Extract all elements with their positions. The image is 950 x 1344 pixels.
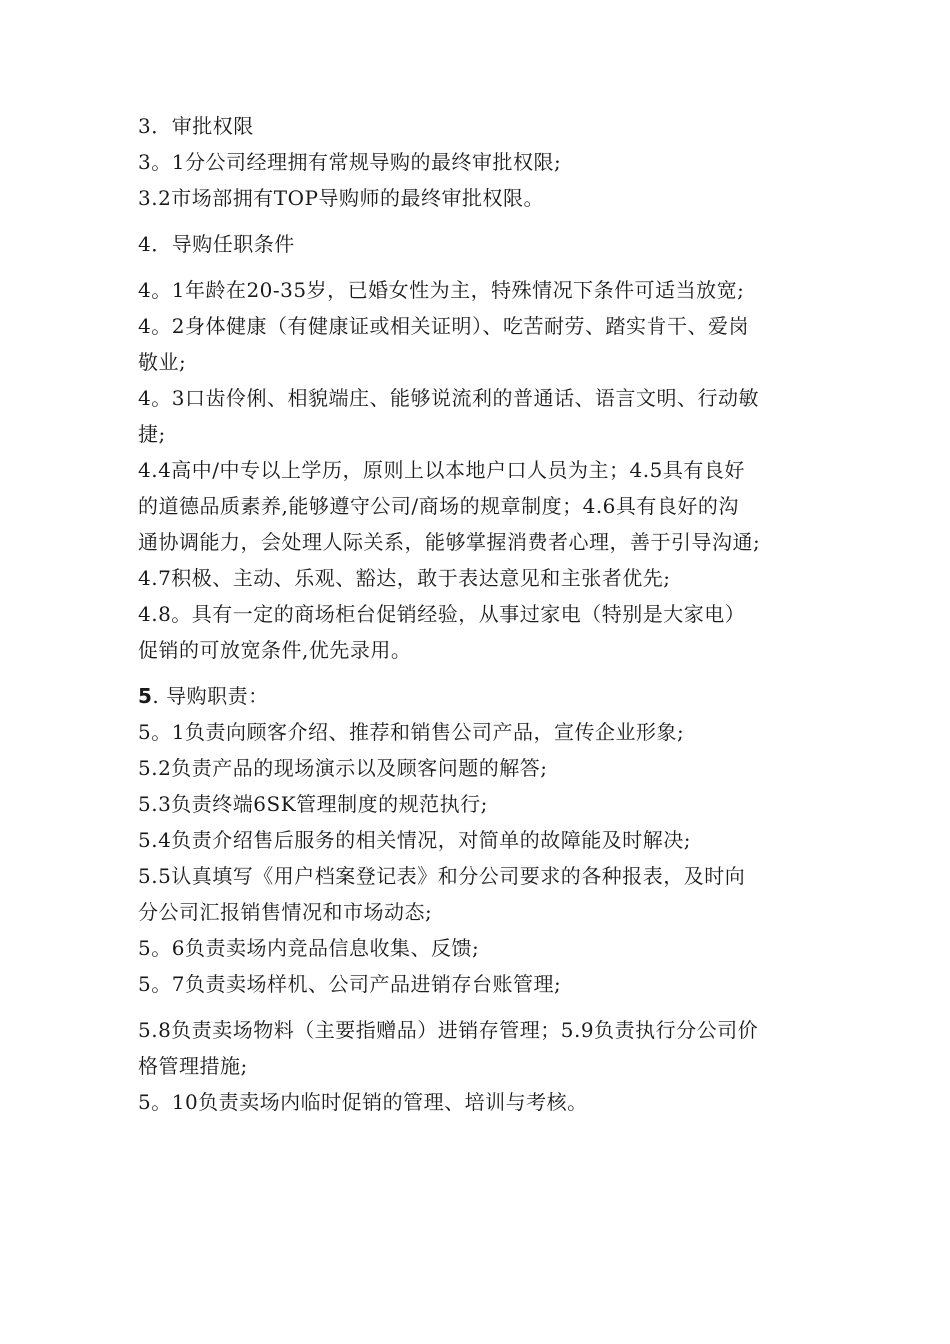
section-5-line: 格管理措施; [138,1054,248,1078]
section-5-heading [138,678,828,714]
section-4-line: 4.4高中/中专以上学历，原则上以本地户口人员为主；4.5具有良好 [138,458,745,482]
section-5-line: 分公司汇报销售情况和市场动态; [138,900,433,924]
section-4-line: 捷; [138,422,166,446]
section-5-heading-number: 5 [138,684,153,708]
section-5-line: 5。6负责卖场内竞品信息收集、反馈; [138,936,480,960]
section-3-heading: 3．审批权限 [138,114,254,138]
section-4-line: 4。1年龄在20-35岁，已婚女性为主，特殊情况下条件可适当放宽; [138,278,745,302]
section-4-line: 促销的可放宽条件,优先录用。 [138,638,412,662]
section-5-line: 5。1负责向顾客介绍、推荐和销售公司产品，宣传企业形象; [138,720,685,744]
section-4-line: 4。2身体健康（有健康证或相关证明）、吃苦耐劳、踏实肯干、爱岗 [138,314,749,338]
section-3-item: 3.2市场部拥有TOP导购师的最终审批权限。 [138,186,544,210]
document-page [138,108,828,1120]
section-4-line: 4。3口齿伶俐、相貌端庄、能够说流利的普通话、语言文明、行动敏 [138,386,759,410]
section-3-item: 3。1分公司经理拥有常规导购的最终审批权限; [138,150,562,174]
section-4-heading: 4．导购任职条件 [138,232,295,256]
section-5-line: 5。7负责卖场样机、公司产品进销存台账管理; [138,972,562,996]
section-5-line: 5.8负责卖场物料（主要指赠品）进销存管理；5.9负责执行分公司价 [138,1018,759,1042]
section-5-line: 5.2负责产品的现场演示以及顾客问题的解答; [138,756,548,780]
section-4-line: 4.7积极、主动、乐观、豁达，敢于表达意见和主张者优先; [138,566,671,590]
section-5-heading-text: . 导购职责： [152,684,269,708]
section-5-line: 5。10负责卖场内临时促销的管理、培训与考核。 [138,1090,588,1114]
section-5-line: 5.5认真填写《用户档案登记表》和分公司要求的各种报表，及时向 [138,864,746,888]
section-4-line: 通协调能力，会处理人际关系，能够掌握消费者心理，善于引导沟通; [138,530,761,554]
section-5-line: 5.4负责介绍售后服务的相关情况，对简单的故障能及时解决; [138,828,692,852]
section-4-line: 4.8。具有一定的商场柜台促销经验，从事过家电（特别是大家电） [138,602,746,626]
section-5-line: 5.3负责终端6SK管理制度的规范执行; [138,792,488,816]
section-4-line: 的道德品质素养,能够遵守公司/商场的规章制度；4.6具有良好的沟 [138,494,739,518]
section-4-line: 敬业; [138,350,187,374]
